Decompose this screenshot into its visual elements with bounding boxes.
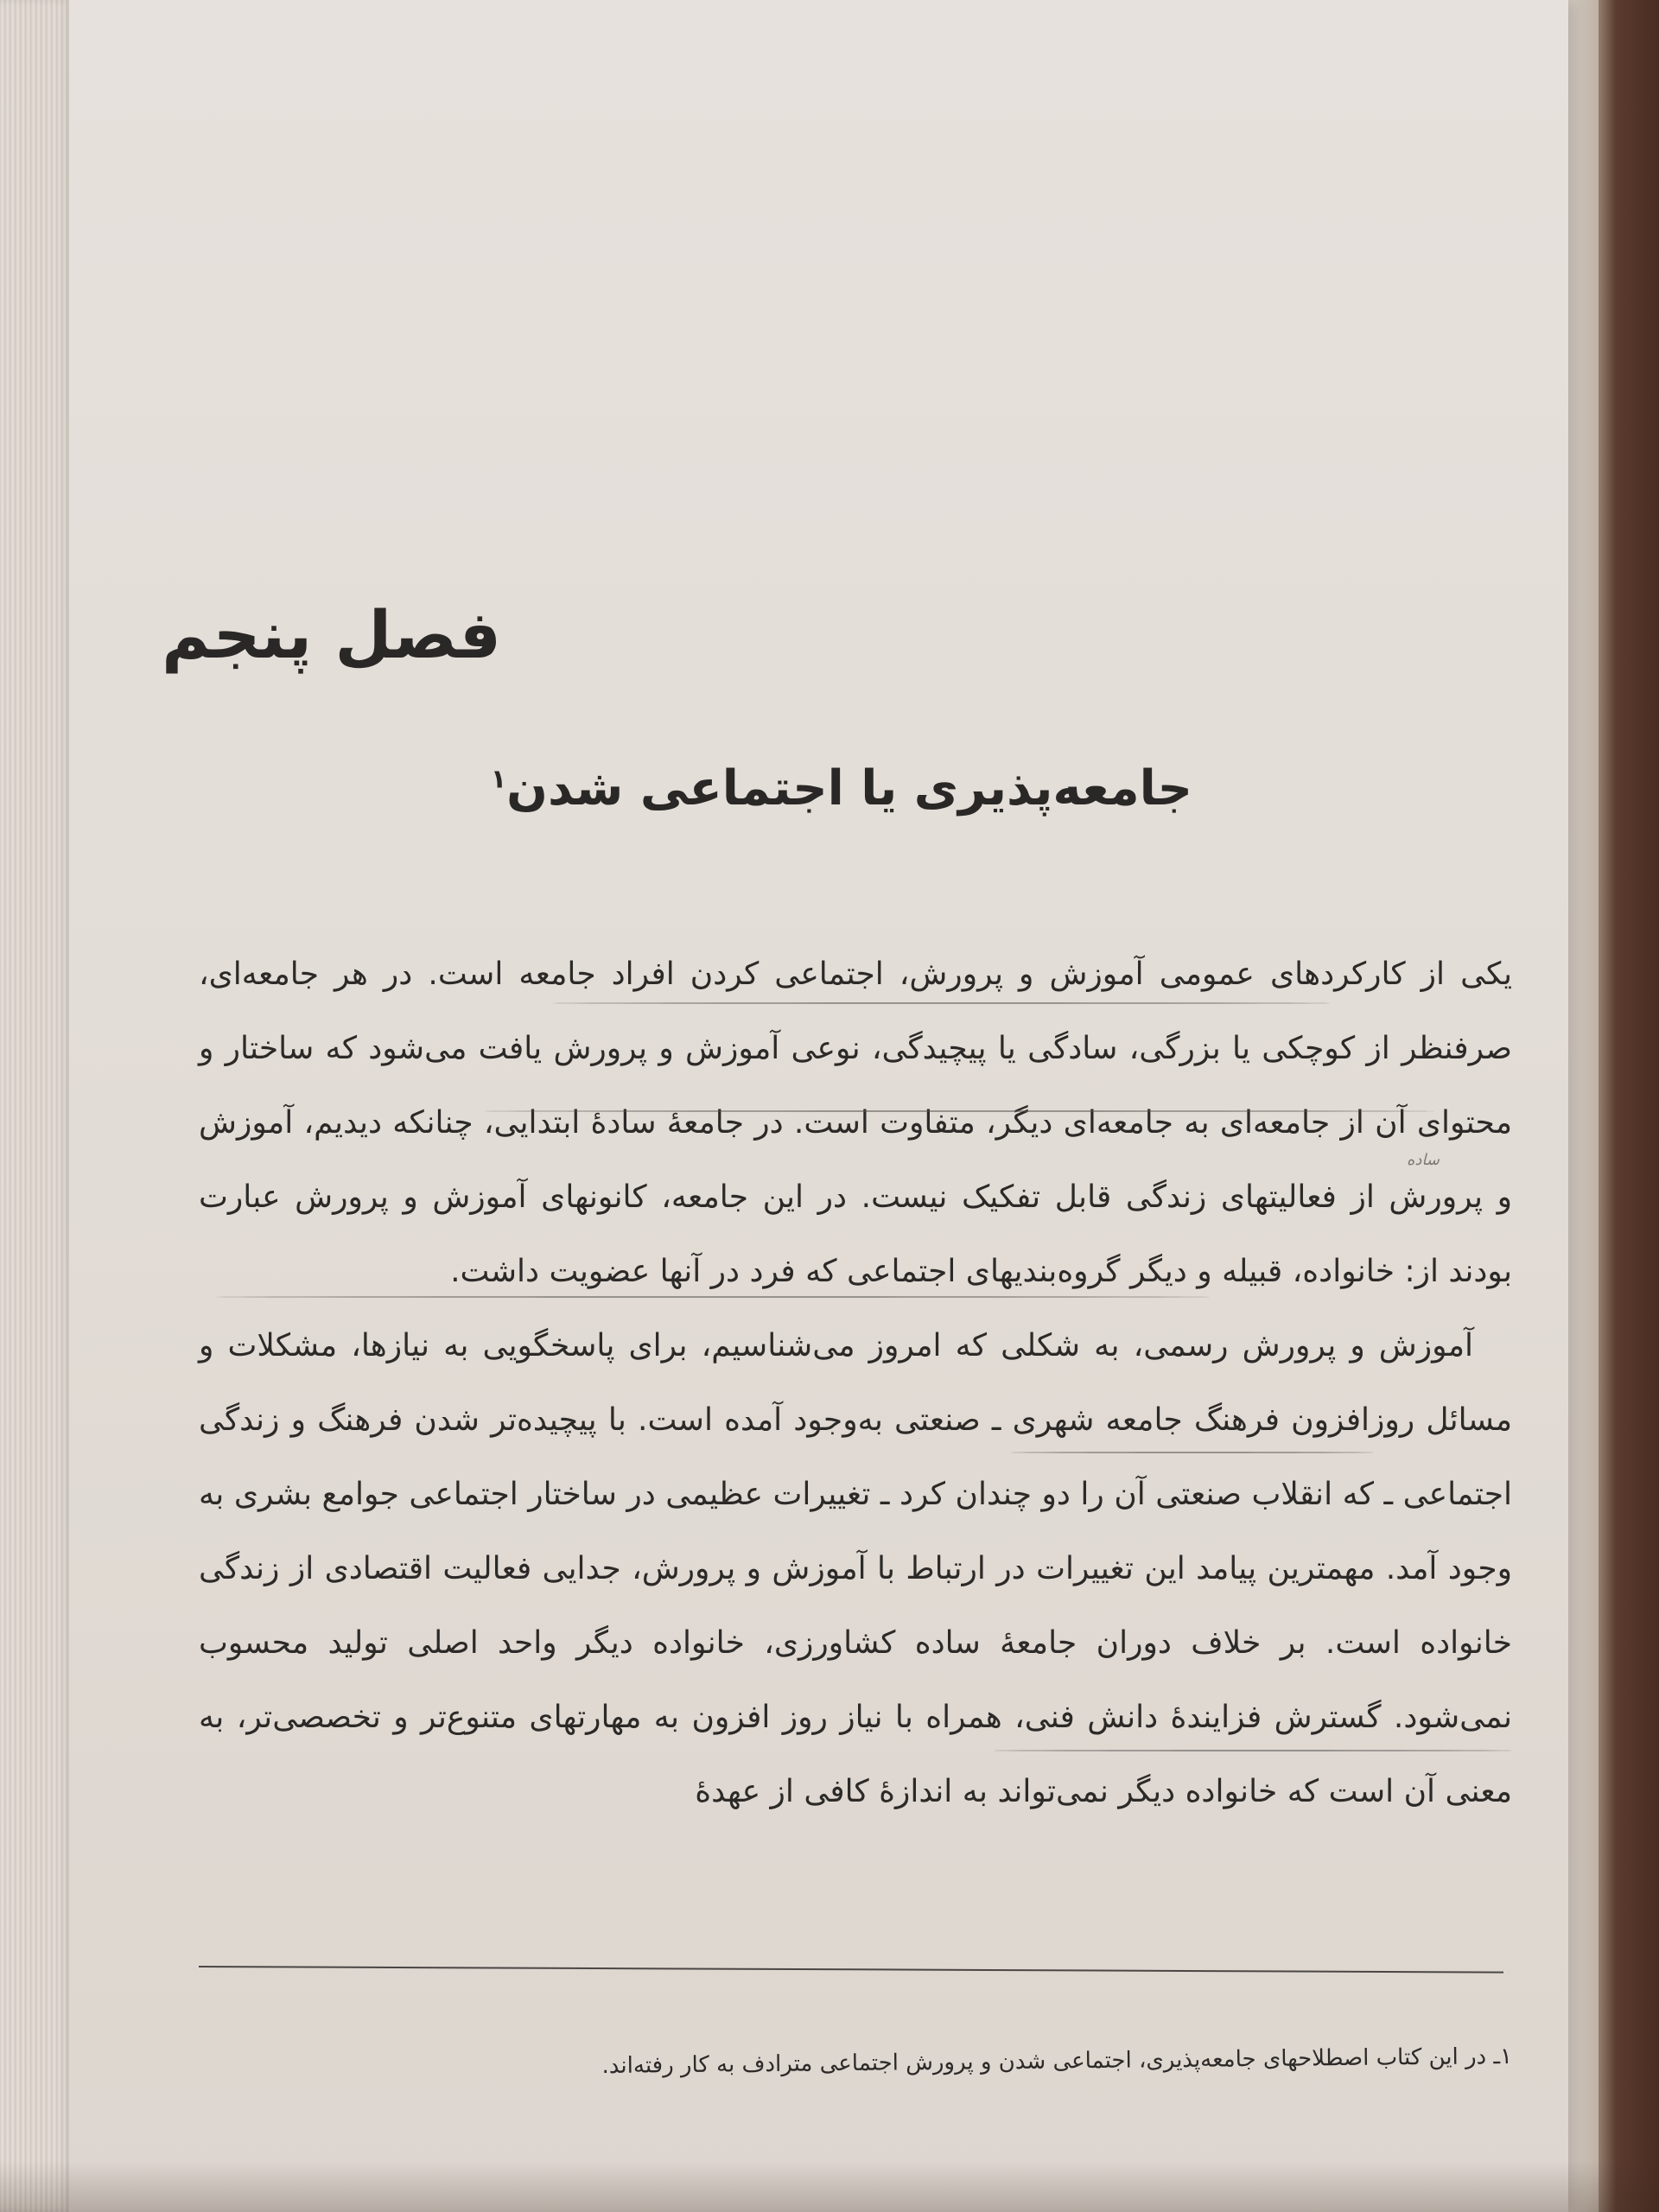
section-title-text: جامعه‌پذیری یا اجتماعی شدن <box>506 760 1192 817</box>
bottom-shadow <box>0 2160 1659 2212</box>
pencil-underline <box>553 1002 1331 1004</box>
footnote-marker: ۱ <box>490 764 507 795</box>
body-text <box>199 938 1512 1829</box>
section-title <box>490 760 1192 817</box>
pencil-underline <box>1011 1452 1374 1453</box>
page-edge-stack <box>0 0 78 2212</box>
footnote: ۱ـ در این کتاب اصطلاحهای جامعه‌پذیری، اجتماعی شدن و پرورش اجتماعی مترادف به کار رفته‌اند. <box>601 2044 1513 2080</box>
paragraph-1: یکی از کارکردهای عمومی آموزش و پرورش، اجتماعی کردن افراد جامعه است. در هر جامعه‌ای، صرفنظر از کوچکی یا بزرگی، سادگی یا پیچیدگی، نوعی آموزش و پرورش یافت می‌شود که ساختار و محتوای آن از جامعه‌ای به جامعه‌ای دیگر، متفاوت است. در جامعهٔ سادهٔ ابتدایی، چنانکه دیدیم، آموزش و پرورش از فعالیتهای زندگی قابل تفکیک نیست. در این جامعه، کانونهای آموزش و پرورش عبارت بودند از: خانواده، قبیله و دیگر گروه‌بندیهای اجتماعی که فرد در آنها عضویت داشت. <box>199 957 1512 1289</box>
pencil-underline <box>484 1110 1434 1112</box>
pencil-margin-note: ساده <box>1406 1151 1440 1169</box>
book-page-edge-right <box>1564 0 1599 2212</box>
paragraph-2: آموزش و پرورش رسمی، به شکلی که امروز می‌شناسیم، برای پاسخگویی به نیازها، مشکلات و مسائل روزافزون فرهنگ جامعه شهری ـ صنعتی به‌وجود آمده است. با پیچیده‌تر شدن فرهنگ و زندگی اجتماعی ـ که انقلاب صنعتی آن را دو چندان کرد ـ تغییرات عظیمی در ساختار اجتماعی جوامع بشری به وجود آمد. مهمترین پیامد این تغییرات در ارتباط با آموزش و پرورش، جدایی فعالیت اقتصادی از زندگی خانواده است. بر خلاف دوران جامعهٔ ساده کشاورزی، خانواده دیگر واحد اصلی تولید محسوب نمی‌شود. گسترش فزایندهٔ دانش فنی، همراه با نیاز روز افزون به مهارتهای متنوع‌تر و تخصصی‌تر، به معنی آن است که خانواده دیگر نمی‌تواند به اندازهٔ کافی از عهدهٔ <box>199 1328 1512 1809</box>
pencil-underline <box>994 1750 1512 1751</box>
pencil-underline <box>216 1296 1210 1298</box>
chapter-heading: فصل پنجم <box>162 596 501 673</box>
